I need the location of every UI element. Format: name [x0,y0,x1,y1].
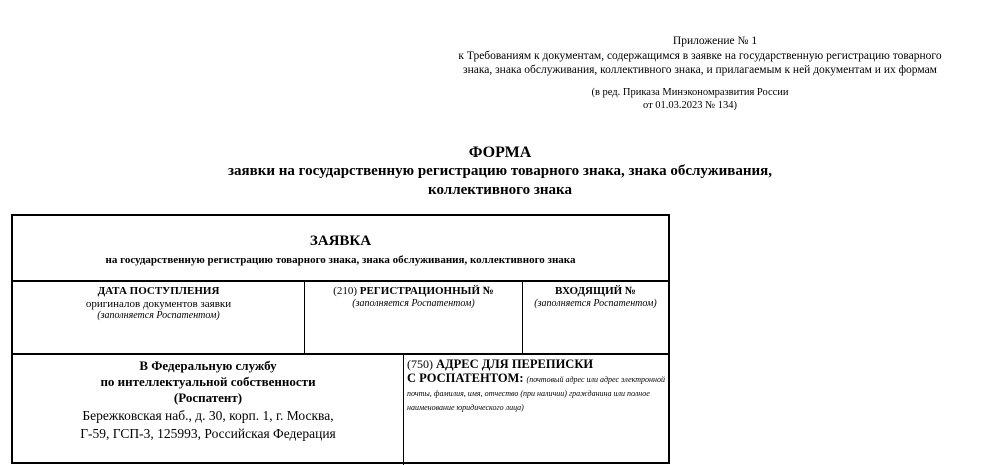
appendix-number: Приложение № 1 [672,35,758,47]
receipt-date-cell[interactable] [13,282,305,353]
addressee-cell [13,355,404,465]
addressee-line: В Федеральную службу [139,358,277,373]
receipt-date-sub: оригиналов документов заявки [85,297,232,310]
registration-number-cell[interactable] [305,282,523,353]
correspondence-code: (750) [407,357,433,371]
application-title: ЗАЯВКА [309,233,372,249]
appendix-line: к Требованиям к документам, содержащимся в заявке на государственную регистрацию товарного [458,49,942,62]
correspondence-label: АДРЕС ДЛЯ ПЕРЕПИСКИ [436,357,594,371]
form-title [150,143,850,200]
receipt-date-note: (заполняется Роспатентом) [97,310,220,321]
correspondence-note: (почтовый адрес или адрес электронной почты, фамилия, имя, отчество (при наличии) гражданина или полное наименование юридического лица) [407,375,665,412]
appendix-header [420,34,980,78]
form-title-heading: ФОРМА [468,144,532,161]
incoming-number-cell[interactable] [523,282,668,353]
edition-note [560,86,820,112]
addressee-line: по интеллектуальной собственности [100,374,316,389]
correspondence-label: С РОСПАТЕНТОМ: [407,371,524,385]
form-title-line: заявки на государственную регистрацию товарного знака, знака обслуживания, [228,163,772,179]
receipt-date-label: ДАТА ПОСТУПЛЕНИЯ [97,285,220,297]
edition-line: от 01.03.2023 № 134) [642,100,738,111]
registration-number-label: РЕГИСТРАЦИОННЫЙ № [359,285,494,297]
registration-number-note: (заполняется Роспатентом) [352,297,475,309]
addressee-address: Бережковская наб., д. 30, корп. 1, г. Москва, [82,408,334,423]
application-header [13,216,668,282]
registration-row [13,282,668,355]
addressee-address: Г-59, ГСП-3, 125993, Российская Федерация [80,426,336,441]
correspondence-address-cell[interactable] [404,355,668,465]
registration-code: (210) [333,285,357,297]
edition-line: (в ред. Приказа Минэкономразвития России [591,87,789,98]
incoming-number-label: ВХОДЯЩИЙ № [555,285,636,297]
form-title-line: коллективного знака [428,182,572,198]
incoming-number-note: (заполняется Роспатентом) [534,297,657,309]
address-row [13,355,668,465]
application-subtitle: на государственную регистрацию товарного знака, знака обслуживания, коллективного знака [105,254,576,266]
application-table [11,214,670,464]
addressee-line: (Роспатент) [173,390,243,405]
appendix-line: знака, знака обслуживания, коллективного знака, и прилагаемым к ней документам и их формам [463,64,937,76]
